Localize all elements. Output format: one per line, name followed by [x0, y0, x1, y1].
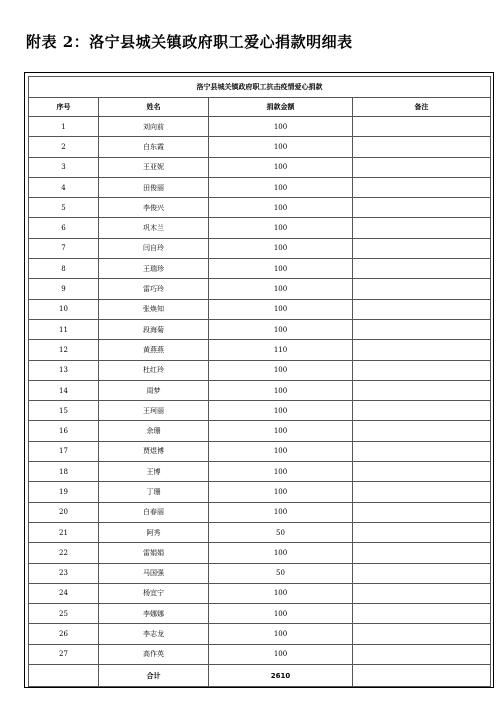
table-row	[29, 522, 491, 542]
header-row	[29, 98, 491, 117]
total-no-cell	[29, 665, 99, 687]
table-row	[29, 401, 491, 421]
table-row	[29, 177, 491, 197]
row-number-cell: 3	[29, 157, 99, 177]
header-note: 备注	[353, 98, 491, 117]
row-amount-cell: 100	[209, 401, 353, 421]
row-amount-cell: 100	[209, 502, 353, 522]
row-name-cell: 王珂丽	[99, 401, 209, 421]
table-row	[29, 198, 491, 218]
row-name-cell: 雷巧玲	[99, 279, 209, 299]
row-name-cell: 闫自玲	[99, 238, 209, 258]
row-number-cell: 27	[29, 644, 99, 664]
row-amount-cell: 100	[209, 360, 353, 380]
row-amount-cell: 100	[209, 218, 353, 238]
row-note-cell	[353, 482, 491, 502]
table-row	[29, 604, 491, 624]
row-number-cell: 21	[29, 522, 99, 542]
row-name-cell: 李娜娜	[99, 604, 209, 624]
table-frame	[24, 72, 494, 688]
row-note-cell	[353, 421, 491, 441]
row-number-cell: 18	[29, 462, 99, 482]
row-note-cell	[353, 299, 491, 319]
row-amount-cell: 100	[209, 644, 353, 664]
row-amount-cell: 100	[209, 624, 353, 644]
row-name-cell: 王亚妮	[99, 157, 209, 177]
table-row	[29, 157, 491, 177]
row-name-cell: 李俊兴	[99, 198, 209, 218]
row-name-cell: 李志龙	[99, 624, 209, 644]
row-note-cell	[353, 624, 491, 644]
table-row	[29, 380, 491, 400]
table-row	[29, 644, 491, 664]
row-note-cell	[353, 401, 491, 421]
row-name-cell: 张焕知	[99, 299, 209, 319]
row-name-cell: 巩木兰	[99, 218, 209, 238]
row-name-cell: 余珊	[99, 421, 209, 441]
row-amount-cell: 100	[209, 259, 353, 279]
row-amount-cell: 100	[209, 177, 353, 197]
row-number-cell: 13	[29, 360, 99, 380]
row-name-cell: 阿秀	[99, 522, 209, 542]
row-amount-cell: 100	[209, 117, 353, 137]
donation-table	[28, 76, 491, 687]
row-amount-cell: 110	[209, 340, 353, 360]
row-number-cell: 11	[29, 319, 99, 339]
row-amount-cell: 100	[209, 380, 353, 400]
total-label: 合计	[99, 665, 209, 687]
row-amount-cell: 100	[209, 421, 353, 441]
row-note-cell	[353, 238, 491, 258]
table-row	[29, 563, 491, 583]
row-amount-cell: 100	[209, 462, 353, 482]
row-number-cell: 2	[29, 137, 99, 157]
row-note-cell	[353, 583, 491, 603]
row-number-cell: 7	[29, 238, 99, 258]
row-number-cell: 9	[29, 279, 99, 299]
row-note-cell	[353, 279, 491, 299]
total-amount: 2610	[209, 665, 353, 687]
row-number-cell: 15	[29, 401, 99, 421]
header-amount: 捐款金额	[209, 98, 353, 117]
row-amount-cell: 100	[209, 482, 353, 502]
row-name-cell: 周梦	[99, 380, 209, 400]
row-note-cell	[353, 198, 491, 218]
row-note-cell	[353, 319, 491, 339]
row-name-cell: 段海菊	[99, 319, 209, 339]
table-row	[29, 482, 491, 502]
row-name-cell: 田俊丽	[99, 177, 209, 197]
row-number-cell: 14	[29, 380, 99, 400]
row-name-cell: 杨宜宁	[99, 583, 209, 603]
row-number-cell: 25	[29, 604, 99, 624]
table-caption: 洛宁县城关镇政府职工抗击疫情爱心捐款	[29, 77, 491, 98]
table-row	[29, 137, 491, 157]
row-note-cell	[353, 360, 491, 380]
row-amount-cell: 100	[209, 604, 353, 624]
row-number-cell: 24	[29, 583, 99, 603]
row-amount-cell: 100	[209, 137, 353, 157]
row-number-cell: 22	[29, 543, 99, 563]
row-name-cell: 马国强	[99, 563, 209, 583]
row-number-cell: 6	[29, 218, 99, 238]
row-amount-cell: 50	[209, 563, 353, 583]
row-amount-cell: 100	[209, 198, 353, 218]
row-note-cell	[353, 259, 491, 279]
row-note-cell	[353, 604, 491, 624]
row-name-cell: 刘向前	[99, 117, 209, 137]
row-note-cell	[353, 462, 491, 482]
row-number-cell: 12	[29, 340, 99, 360]
row-amount-cell: 100	[209, 583, 353, 603]
row-note-cell	[353, 502, 491, 522]
page-title: 附表 2：洛宁县城关镇政府职工爱心捐款明细表	[26, 33, 353, 51]
row-number-cell: 23	[29, 563, 99, 583]
table-row	[29, 238, 491, 258]
row-note-cell	[353, 441, 491, 461]
row-amount-cell: 50	[209, 522, 353, 542]
row-name-cell: 雷娟娟	[99, 543, 209, 563]
header-name: 姓名	[99, 98, 209, 117]
row-number-cell: 26	[29, 624, 99, 644]
row-name-cell: 贾煜博	[99, 441, 209, 461]
row-note-cell	[353, 340, 491, 360]
row-name-cell: 黄燕燕	[99, 340, 209, 360]
total-row	[29, 665, 491, 687]
table-row	[29, 340, 491, 360]
row-name-cell: 白东霞	[99, 137, 209, 157]
row-note-cell	[353, 177, 491, 197]
table-row	[29, 624, 491, 644]
table-row	[29, 259, 491, 279]
row-note-cell	[353, 137, 491, 157]
table-row	[29, 299, 491, 319]
row-amount-cell: 100	[209, 319, 353, 339]
row-name-cell: 高作英	[99, 644, 209, 664]
row-note-cell	[353, 218, 491, 238]
table-row	[29, 583, 491, 603]
table-row	[29, 360, 491, 380]
total-note-cell	[353, 665, 491, 687]
row-amount-cell: 100	[209, 299, 353, 319]
row-number-cell: 4	[29, 177, 99, 197]
table-row	[29, 117, 491, 137]
row-name-cell: 白春丽	[99, 502, 209, 522]
row-note-cell	[353, 380, 491, 400]
row-amount-cell: 100	[209, 279, 353, 299]
row-number-cell: 20	[29, 502, 99, 522]
row-amount-cell: 100	[209, 543, 353, 563]
row-amount-cell: 100	[209, 238, 353, 258]
table-row	[29, 502, 491, 522]
table-row	[29, 319, 491, 339]
table-row	[29, 218, 491, 238]
row-name-cell: 杜红玲	[99, 360, 209, 380]
row-note-cell	[353, 543, 491, 563]
table-row	[29, 462, 491, 482]
row-name-cell: 丁珊	[99, 482, 209, 502]
row-number-cell: 10	[29, 299, 99, 319]
row-number-cell: 1	[29, 117, 99, 137]
row-number-cell: 19	[29, 482, 99, 502]
row-number-cell: 8	[29, 259, 99, 279]
table-row	[29, 441, 491, 461]
row-number-cell: 17	[29, 441, 99, 461]
header-no: 序号	[29, 98, 99, 117]
row-note-cell	[353, 644, 491, 664]
row-amount-cell: 100	[209, 157, 353, 177]
row-name-cell: 王博	[99, 462, 209, 482]
table-row	[29, 279, 491, 299]
row-amount-cell: 100	[209, 441, 353, 461]
table-row	[29, 421, 491, 441]
row-number-cell: 16	[29, 421, 99, 441]
row-note-cell	[353, 157, 491, 177]
row-note-cell	[353, 117, 491, 137]
row-note-cell	[353, 563, 491, 583]
row-number-cell: 5	[29, 198, 99, 218]
row-note-cell	[353, 522, 491, 542]
table-row	[29, 543, 491, 563]
row-name-cell: 王瑞珍	[99, 259, 209, 279]
